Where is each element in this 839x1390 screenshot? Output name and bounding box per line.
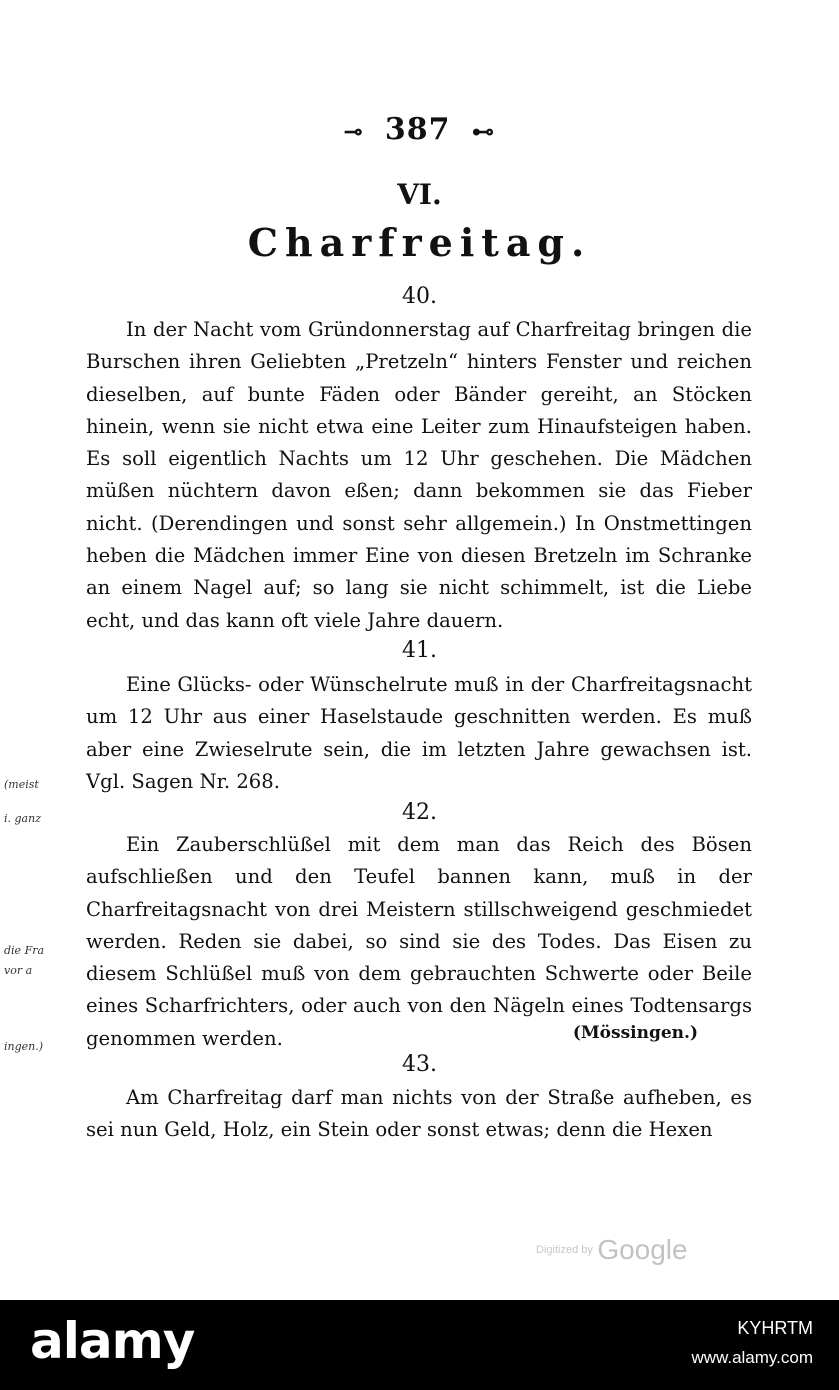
entry-paragraph <box>86 1082 752 1147</box>
entry-text: Ein Zauberschlüßel mit dem man das Reich des Bösen aufschließen und den Teufel bannen kann, muß in der Charfreitagsnacht von drei Meistern stillschweigend geschmiedet werden. Reden sie dabei, so sind sie des Todes. Das Eisen zu diesem Schlüßel muß von dem gebrauchten Schwerte oder Beile eines Scharfrichters, oder auch von den Nägeln eines Todtensargs genommen werden. <box>86 833 752 1050</box>
stock-url: www.alamy.com <box>691 1348 813 1367</box>
digitized-watermark <box>536 1234 716 1266</box>
margin-note: (meist <box>4 778 39 791</box>
entry-number: 43. <box>402 1052 437 1077</box>
entry-paragraph <box>86 669 752 798</box>
entry-paragraph <box>86 829 752 1055</box>
page-number: 387 <box>384 112 451 147</box>
entry-source: (Mössingen.) <box>572 1023 698 1043</box>
entry-number: 42. <box>402 800 437 825</box>
margin-note: i. ganz <box>4 812 41 825</box>
stock-photo-bar <box>0 1300 839 1390</box>
entry-text: Eine Glücks- oder Wünschelrute muß in der Charfreitagsnacht um 12 Uhr aus einer Haselstaude geschnitten werden. Es muß aber eine Zwieselrute sein, die im letzten Jahre gewachsen ist. Vgl. Sagen Nr. 268. <box>86 673 752 793</box>
google-logo: Google <box>597 1234 688 1265</box>
margin-note: ingen.) <box>4 1040 44 1053</box>
ornament-left-icon: ⊸ <box>344 119 364 145</box>
chapter-title: Charfreitag. <box>247 220 592 265</box>
margin-note: vor a <box>4 964 33 977</box>
entry-number: 41. <box>402 638 437 663</box>
image-code: KYHRTM <box>737 1318 813 1338</box>
section-number: VI. <box>397 178 442 211</box>
margin-note: die Fra <box>4 944 45 957</box>
page-header <box>0 112 839 147</box>
watermark-prefix: Digitized by <box>536 1244 593 1256</box>
entry-number: 40. <box>402 284 437 309</box>
entry-text: In der Nacht vom Gründonnerstag auf Charfreitag bringen die Burschen ihren Geliebten „Pretzeln“ hinters Fenster und reichen dieselben, auf bunte Fäden oder Bänder gereiht, an Stöcken hinein, wenn sie nicht etwa eine Leiter zum Hinaufsteigen haben. Es soll eigentlich Nachts um 12 Uhr geschehen. Die Mädchen müßen nüchtern davon eßen; dann bekommen sie das Fieber nicht. (Derendingen und sonst sehr allgemein.) In Onstmettingen heben die Mädchen immer Eine von diesen Bretzeln im Schranke an einem Nagel auf; so lang sie nicht schimmelt, ist die Liebe echt, und das kann oft viele Jahre dauern. <box>86 318 752 632</box>
entry-paragraph <box>86 314 752 637</box>
entry-text: Am Charfreitag darf man nichts von der Straße aufheben, es sei nun Geld, Holz, ein Stein oder sonst etwas; denn die Hexen <box>86 1086 752 1142</box>
alamy-logo: alamy <box>30 1312 195 1370</box>
ornament-right-icon: ⊷ <box>471 119 495 145</box>
